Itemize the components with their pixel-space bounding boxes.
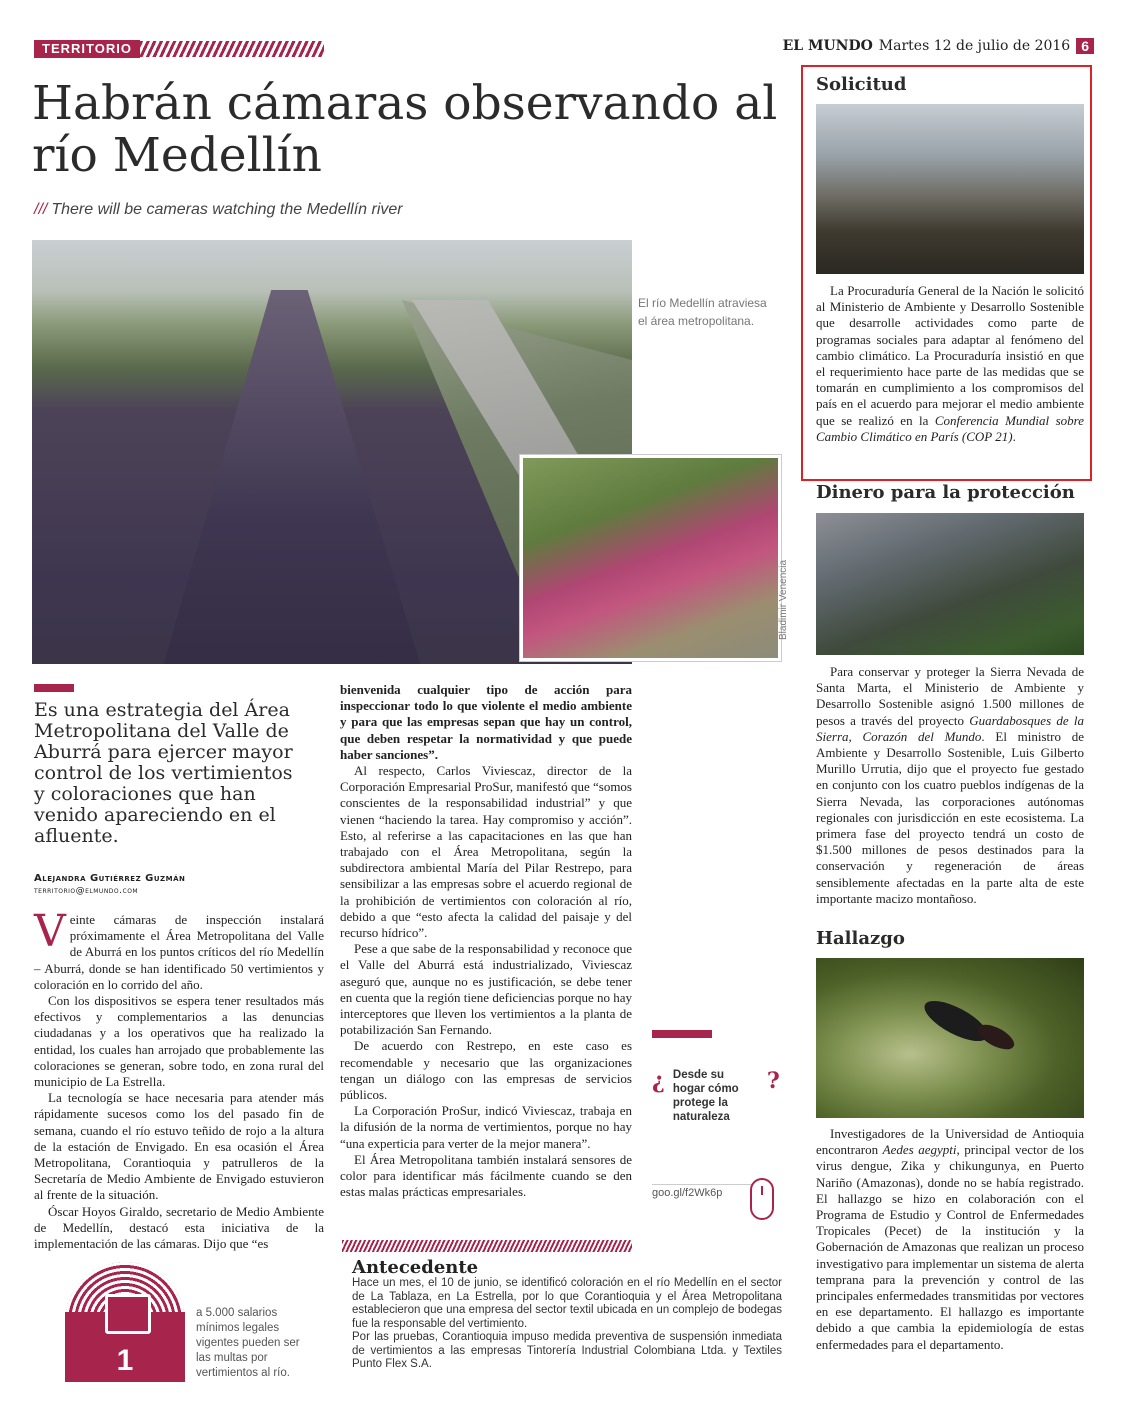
headline: Habrán cámaras observando al río Medellín bbox=[32, 76, 778, 183]
hallazgo-title: Hallazgo bbox=[816, 928, 905, 949]
link-question: Desde su hogar cómo protege la naturaleza bbox=[672, 1069, 739, 1123]
antecedente-p2: Por las pruebas, Corantioquia impuso medida preventiva de suspensión inmediata de vertimientos a las empresas Tintorería Industrial Colombiana Ltda. y Textiles Punto Flex S.A. bbox=[352, 1331, 782, 1370]
col2-p1: bienvenida cualquier tipo de acción para inspeccionar todo lo que violente el medio ambiente y para que las empresas sepan que hay un control, que deben respetar la normatividad y que puede haber sanciones”. bbox=[340, 682, 632, 762]
link-box bbox=[652, 1030, 782, 1124]
money-stack-icon bbox=[105, 1294, 151, 1334]
question-close-mark: ? bbox=[766, 1068, 780, 1094]
section-label: TERRITORIO bbox=[34, 40, 140, 58]
mosquito-body bbox=[919, 993, 993, 1049]
solicitud-text-em: Conferencia Mundial sobre Cambio Climático en París (COP 21) bbox=[816, 412, 1084, 444]
col1-p4: Óscar Hoyos Giraldo, secretario de Medio Ambiente de Medellín, destacó esta iniciativa de la implementación de las cámaras. Dijo que “es bbox=[34, 1203, 324, 1252]
photo-credit: Bladimir Venencia bbox=[778, 559, 789, 640]
question-open-mark: ¿ bbox=[652, 1068, 665, 1094]
col2-p4: De acuerdo con Restrepo, en este caso es recomendable y necesario que las organizaciones tengan un diálogo con las empresas de servicios públicos. bbox=[340, 1038, 632, 1103]
hallazgo-text-em: Aedes aegypti bbox=[882, 1142, 957, 1158]
page-number: 6 bbox=[1076, 38, 1094, 54]
body-column-1 bbox=[34, 906, 324, 1252]
section-tag bbox=[34, 40, 324, 58]
col1-p1: einte cámaras de inspección instalará próximamente el Área Metropolitana del Valle de Aburrá en los puntos críticos del río Medellín – Aburrá, donde se han identificado 50 vertimientos y coloración en lo corrido del año. bbox=[34, 912, 324, 992]
subhead-text: There will be cameras watching the Medellín river bbox=[51, 201, 403, 218]
solicitud-text bbox=[816, 283, 1084, 445]
inset-photo bbox=[520, 455, 781, 661]
col2-p3: Pese a que sabe de la responsabilidad y reconoce que el Valle del Aburrá está industrializado, Viviescaz aseguró que, aunque no es justificación, se debe tener en cuenta que la región tiene deficiencias porque no hay interceptores que lleven los vertimientos a la planta de potabilización San Fernando. bbox=[340, 941, 633, 1038]
deck: Es una estrategia del Área Metropolitana del Valle de Aburrá para ejercer mayor control de los vertimientos y coloraciones que han venido apareciendo en el afluente. bbox=[34, 699, 293, 847]
dinero-text bbox=[816, 664, 1084, 907]
antecedente-title: Antecedente bbox=[352, 1257, 479, 1278]
issue-date: Martes 12 de julio de 2016 bbox=[878, 38, 1071, 54]
byline-email: territorio@elmundo.com bbox=[34, 886, 139, 896]
col1-p3: La tecnología se hace necesaria para atender más rápidamente sucesos como los del pasado fin de semana, cuando el río estuvo teñido de rojo a la altura de la estación de Envigado. En esa ocasión el Área Metropolitana, Corantioquia y patrulleros de la Secretaría de Medio Ambiente de Envigado estuvieron al frente de la situación. bbox=[34, 1090, 324, 1203]
solicitud-photo bbox=[816, 104, 1084, 274]
subhead-slashes: /// bbox=[34, 201, 48, 218]
paper-name: EL MUNDO bbox=[782, 38, 873, 54]
dinero-photo bbox=[816, 513, 1084, 655]
river-shape bbox=[162, 290, 422, 664]
link-bar bbox=[652, 1030, 712, 1038]
link-url[interactable]: goo.gl/f2Wk6p bbox=[652, 1184, 752, 1199]
antecedente-body bbox=[352, 1277, 782, 1372]
antecedente-p1: Hace un mes, el 10 de junio, se identificó coloración en el río Medellín en el sector de La Tablaza, en La Estrella, por lo que Corantioquia y el Área Metropolitana establecieron que una empresa del sector textil ubicada en un complejo de bodegas fue la responsable del vertimiento. bbox=[352, 1277, 782, 1330]
hallazgo-text-a: Investigadores de la Universidad de Antioquia encontraron bbox=[816, 1126, 1084, 1158]
info-number: 1 bbox=[65, 1312, 185, 1382]
col2-p2: Al respecto, Carlos Viviescaz, director de la Corporación Empresarial ProSur, manifestó que “somos conscientes de la responsabilidad industrial” y que vienen “haciendo la tarea. Hay compromiso y acción”. Esto, al referirse a las capacitaciones en las que han trabajado con el Área Metropolitana, según la subdirectora ambiental María del Pilar Restrepo, para sensibilizar a las empresas sobre el acuerdo regional de la prohibición de vertimientos con coloración al río, debido a que “esto afecta la calidad del paisaje y del recurso hídrico”. bbox=[340, 763, 632, 941]
fine-text: a 5.000 salarios mínimos legales vigentes pueden ser las multas por vertimientos al río. bbox=[196, 1307, 300, 1379]
antecedente-pencil bbox=[342, 1240, 632, 1252]
body-column-2 bbox=[340, 682, 632, 1201]
dinero-text-b: . El ministro de Ambiente y Desarrollo Sostenible, Luis Gilberto Murillo Urrutia, dijo que el proyecto fue gestado en conjunto con los cuatro pueblos indígenas de la Sierra Nevada, las corporaciones autónomas regionales con jurisdicción en este ecosistema. La primera fase del proyecto tendrá un costo de $1.500 millones de pesos destinados para la conservación y regeneración de áreas sensiblemente afectadas en la parte alta de este importante macizo montañoso. bbox=[816, 728, 1084, 906]
solicitud-title: Solicitud bbox=[816, 74, 907, 95]
hallazgo-photo bbox=[816, 958, 1084, 1118]
solicitud-text-b: . bbox=[1012, 428, 1016, 444]
fine-infographic bbox=[65, 1262, 185, 1382]
hallazgo-text-b: , principal vector de los virus dengue, Zika y chikungunya, en Puerto Nariño (Amazonas), donde no se había registrado. El hallazgo se hizo en colaboración con el Programa de Estudio y Control de Enfermedades Tropicales (Pecet) de la institución y la Gobernación de Amazonas que realizan un proceso investigativo para implementar un sistema de alerta temprana para la prevención y control de las principales enfermedades transmitidas por vectores en ese departamento. El hallazgo es importante debido a que cambia la epidemiología de estas enfermedades para el departamento. bbox=[816, 1142, 1084, 1352]
dinero-text-em: Guardabosques de la Sierra, Corazón del Mundo bbox=[816, 712, 1084, 744]
mouse-icon bbox=[750, 1178, 774, 1220]
deck-bar bbox=[34, 684, 74, 692]
byline-author: Alejandra Gutiérrez Guzmán bbox=[34, 873, 186, 884]
dinero-text-a: Para conservar y proteger la Sierra Nevada de Santa Marta, el Ministerio de Ambiente y Desarrollo Sostenible asignó 1.500 millones de pesos a través del proyecto bbox=[816, 664, 1084, 728]
photo-caption: El río Medellín atraviesa el área metropolitana. bbox=[638, 296, 767, 328]
hallazgo-text bbox=[816, 1126, 1084, 1353]
dropcap: V bbox=[34, 906, 66, 957]
masthead bbox=[783, 38, 1094, 54]
dinero-title: Dinero para la protección bbox=[816, 482, 1075, 503]
solicitud-text-a: La Procuraduría General de la Nación le solicitó al Ministerio de Ambiente y Desarrollo Sostenible que desarrolle actividades como parte de programas sociales para adaptar al fenómeno del cambio climático. La Procuraduría insistió en que el requerimiento hace parte de las medidas que se tomarán en cumplimiento a los compromisos del país en el acuerdo para mejorar el medio ambiente que se realizó en la bbox=[816, 283, 1084, 428]
col1-p2: Con los dispositivos se espera tener resultados más efectivos y complementarios a las denuncias ciudadanas y a los operativos que ha realizado la entidad, los cuales han arrojado que probablemente las coloraciones se generan, sobre todo, en zona rural del municipio de La Estrella. bbox=[34, 993, 324, 1090]
col2-p5: La Corporación ProSur, indicó Viviescaz, trabaja en la difusión de la norma de vertimientos, porque no hay “una experticia para verter de la mejor manera”. bbox=[340, 1103, 632, 1151]
mosquito-abdomen bbox=[974, 1020, 1018, 1055]
subhead bbox=[34, 201, 403, 219]
section-stripes bbox=[140, 41, 324, 57]
col2-p6: El Área Metropolitana también instalará sensores de color para identificar más fácilmente cuando se den estas malas prácticas empresariales. bbox=[340, 1151, 632, 1200]
